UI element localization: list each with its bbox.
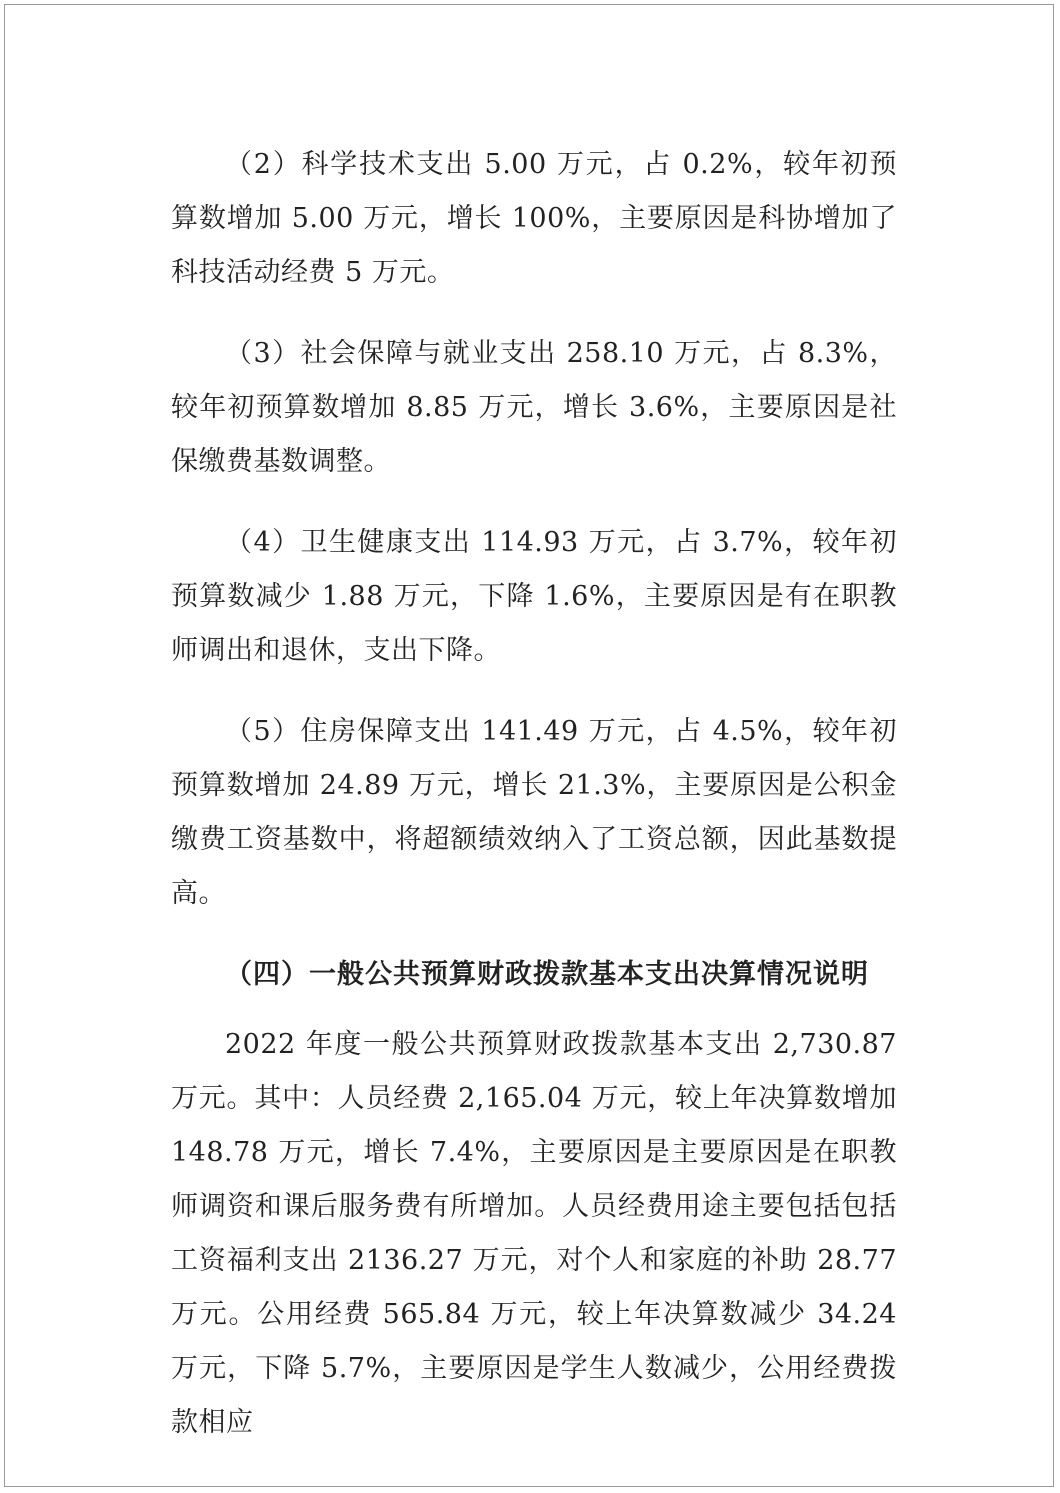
paragraph-housing: （5）住房保障支出 141.49 万元，占 4.5%，较年初预算数增加 24.89 万元，增长 21.3%，主要原因是公积金缴费工资基数中，将超额绩效纳入了工资总额，因此基数提高。 (171, 716, 897, 909)
paragraph-basic-expenditure: 2022 年度一般公共预算财政拨款基本支出 2,730.87 万元。其中：人员经费 2,165.04 万元，较上年决算数增加 148.78 万元，增长 7.4%，主要原因是主要原因是在职教师调资和课后服务费有所增加。人员经费用途主要包括包括工资福利支出 2136.27 万元，对个人和家庭的补助 28.77 万元。公用经费 565.84 万元，较上年决算数减少 34.24 万元，下降 5.7%，主要原因是学生人数减少，公用经费拨款相应 (171, 1029, 897, 1438)
paragraph-social-security: （3）社会保障与就业支出 258.10 万元，占 8.3%，较年初预算数增加 8.85 万元，增长 3.6%，主要原因是社保缴费基数调整。 (171, 338, 897, 477)
section-heading: （四）一般公共预算财政拨款基本支出决算情况说明 (225, 959, 869, 990)
document-page (4, 4, 1054, 1487)
paragraph-science-tech: （2）科学技术支出 5.00 万元，占 0.2%，较年初预算数增加 5.00 万元，增长 100%，主要原因是科协增加了科技活动经费 5 万元。 (171, 149, 897, 288)
document-body (171, 138, 897, 1450)
paragraph-health: （4）卫生健康支出 114.93 万元，占 3.7%，较年初预算数减少 1.88 万元，下降 1.6%，主要原因是有在职教师调出和退休，支出下降。 (171, 527, 897, 666)
